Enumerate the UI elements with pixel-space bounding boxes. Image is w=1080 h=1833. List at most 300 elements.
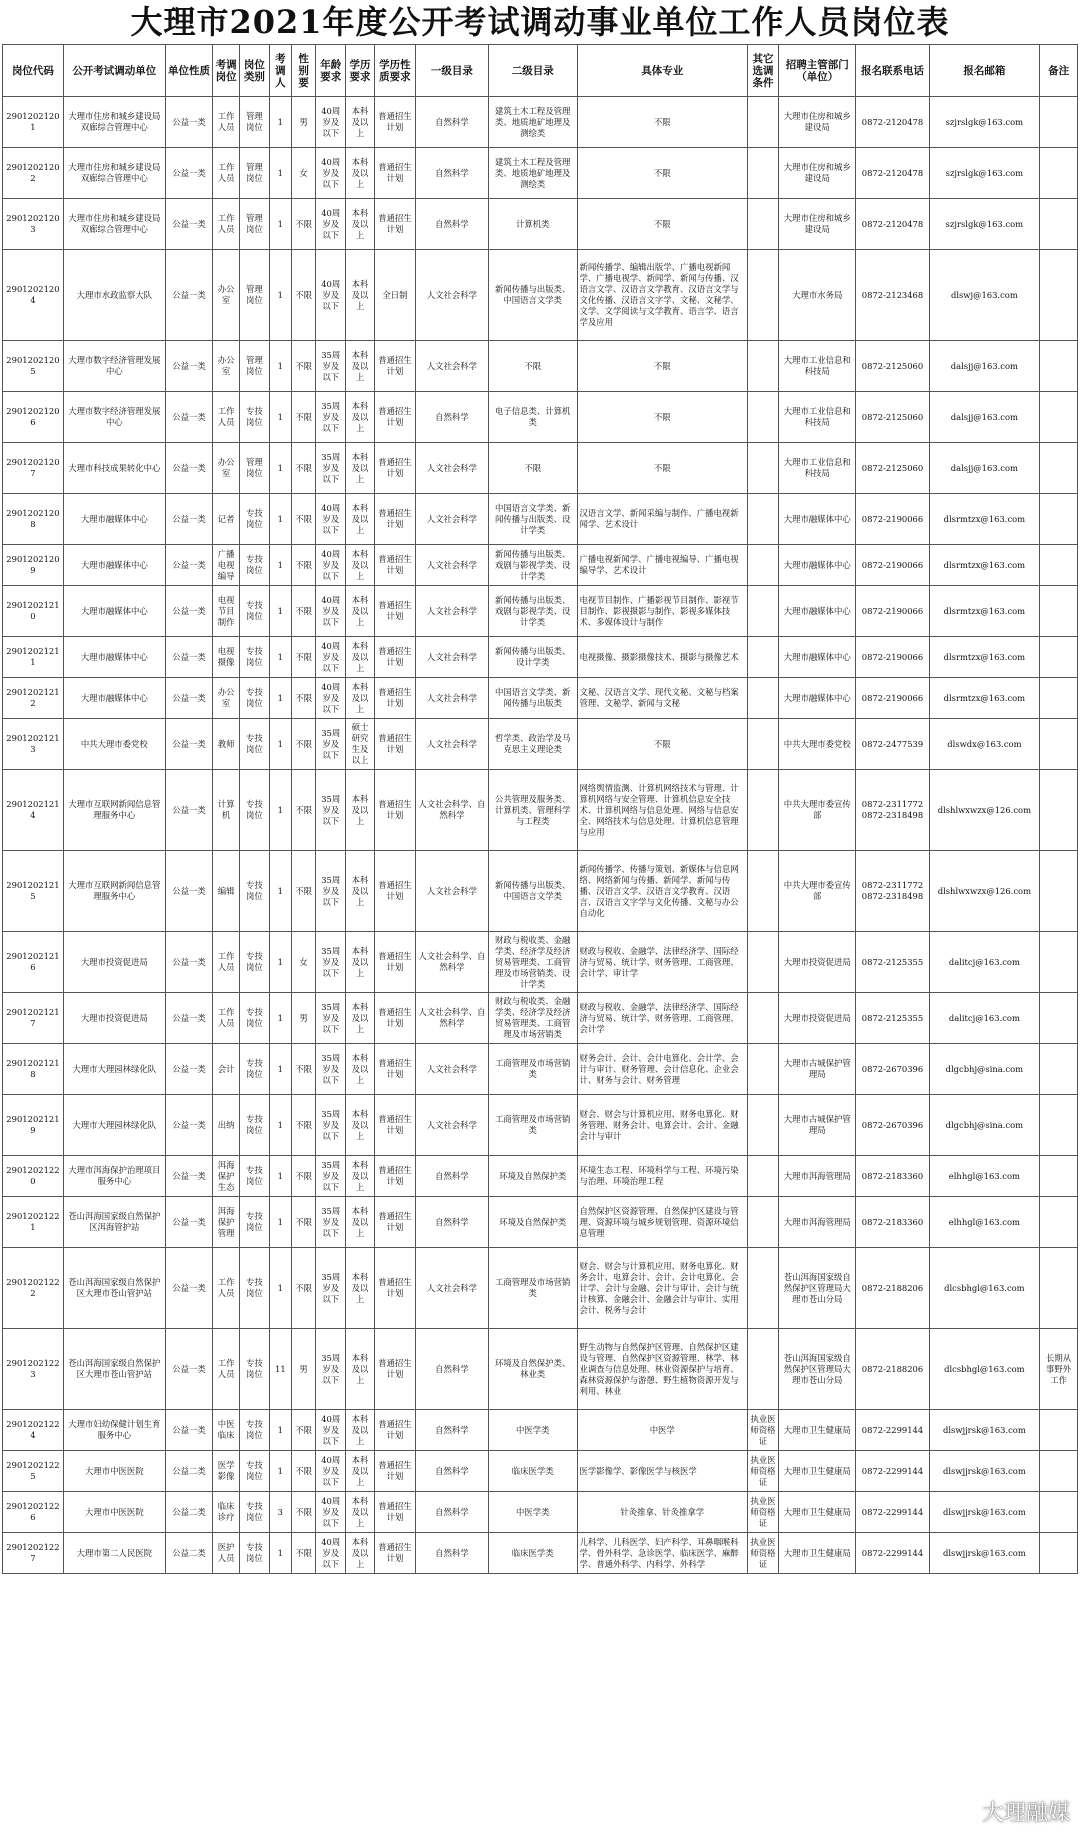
table-cell: dlshlwxwzx@126.com xyxy=(929,770,1040,851)
table-cell: 编辑 xyxy=(213,851,240,932)
table-cell: 专技岗位 xyxy=(239,637,269,678)
table-cell xyxy=(1040,1044,1078,1095)
table-cell: 不限 xyxy=(577,443,747,494)
column-header: 岗位代码 xyxy=(3,45,64,97)
table-cell: 全日制 xyxy=(374,250,415,341)
table-cell: dlcsbhgl@163.com xyxy=(929,1329,1040,1410)
table-cell: 中国语言文学类、新闻传播与出版类 xyxy=(488,678,577,719)
table-cell: 普通招生计划 xyxy=(374,494,415,545)
table-cell: 大理市古城保护管理局 xyxy=(778,1095,855,1156)
table-cell: 普通招生计划 xyxy=(374,770,415,851)
table-cell: dlshlwxwzx@126.com xyxy=(929,851,1040,932)
table-cell: 不限 xyxy=(291,851,315,932)
table-cell: 1 xyxy=(269,1044,291,1095)
table-row xyxy=(3,97,1078,148)
table-row xyxy=(3,678,1078,719)
table-cell: 大理市第二人民医院 xyxy=(63,1533,165,1574)
table-cell: dlsrmtzx@163.com xyxy=(929,545,1040,586)
table-cell xyxy=(1040,851,1078,932)
table-cell xyxy=(1040,719,1078,770)
table-cell: 不限 xyxy=(291,637,315,678)
table-cell: 大理市洱海管理局 xyxy=(778,1197,855,1248)
table-cell: 中国语言文学类、新闻传播与出版类、设计学类 xyxy=(488,494,577,545)
table-cell xyxy=(1040,637,1078,678)
table-cell xyxy=(1040,1451,1078,1492)
table-cell: 记者 xyxy=(213,494,240,545)
table-cell: 1 xyxy=(269,97,291,148)
table-cell: 本科及以上 xyxy=(346,1329,375,1410)
table-cell: 29012021218 xyxy=(3,1044,64,1095)
table-cell: 29012021201 xyxy=(3,97,64,148)
table-cell: 新闻传播与出版类、中国语言文学类 xyxy=(488,851,577,932)
table-cell: 大理市科技成果转化中心 xyxy=(63,443,165,494)
table-cell: 40周岁及以下 xyxy=(316,586,346,637)
table-cell: 0872-2188206 xyxy=(856,1248,929,1329)
table-cell: 大理市融媒体中心 xyxy=(63,678,165,719)
table-cell: 女 xyxy=(291,148,315,199)
table-cell: 35周岁及以下 xyxy=(316,443,346,494)
table-cell: 本科及以上 xyxy=(346,148,375,199)
table-cell: 新闻传播与出版类、戏剧与影视学类、设计学类 xyxy=(488,586,577,637)
table-cell xyxy=(748,199,779,250)
table-row xyxy=(3,1329,1078,1410)
table-cell: 0872-2190066 xyxy=(856,637,929,678)
table-cell: 35周岁及以下 xyxy=(316,932,346,993)
table-cell: 财务会计、会计、会计电算化、会计学、会计与审计、财务管理、会计信息化、企业会计、财务与会计、财务管理 xyxy=(577,1044,747,1095)
table-cell: 1 xyxy=(269,1533,291,1574)
column-header: 单位性质 xyxy=(165,45,213,97)
table-cell: 本科及以上 xyxy=(346,97,375,148)
table-cell: 0872-2190066 xyxy=(856,494,929,545)
table-cell: 不限 xyxy=(291,545,315,586)
table-cell: 中医学 xyxy=(577,1410,747,1451)
table-cell: 自然科学 xyxy=(415,1492,488,1533)
table-cell: 不限 xyxy=(291,586,315,637)
table-cell: 普通招生计划 xyxy=(374,993,415,1044)
table-cell xyxy=(748,586,779,637)
table-cell: 本科及以上 xyxy=(346,341,375,392)
table-cell: dalsjj@163.com xyxy=(929,443,1040,494)
table-cell: 35周岁及以下 xyxy=(316,1197,346,1248)
table-cell: 新闻传播与出版类、设计学类 xyxy=(488,637,577,678)
table-cell: 1 xyxy=(269,392,291,443)
table-cell: 0872-2125355 xyxy=(856,993,929,1044)
table-cell: 教师 xyxy=(213,719,240,770)
table-cell: 普通招生计划 xyxy=(374,199,415,250)
table-cell: 29012021210 xyxy=(3,586,64,637)
table-cell: 电视摄像、摄影摄像技术、摄影与摄像艺术 xyxy=(577,637,747,678)
table-cell: 40周岁及以下 xyxy=(316,545,346,586)
table-cell: dlswjjrsk@163.com xyxy=(929,1492,1040,1533)
table-cell xyxy=(1040,1197,1078,1248)
table-cell: 40周岁及以下 xyxy=(316,678,346,719)
table-cell: 自然科学 xyxy=(415,148,488,199)
table-cell: 0872-2188206 xyxy=(856,1329,929,1410)
table-row xyxy=(3,586,1078,637)
table-cell: 公益一类 xyxy=(165,1156,213,1197)
table-cell: 普通招生计划 xyxy=(374,719,415,770)
table-cell: 29012021226 xyxy=(3,1492,64,1533)
table-cell xyxy=(748,341,779,392)
table-cell: 人文社会科学 xyxy=(415,678,488,719)
table-cell: szjrslgk@163.com xyxy=(929,199,1040,250)
table-cell: 本科及以上 xyxy=(346,993,375,1044)
table-row xyxy=(3,1492,1078,1533)
table-cell: 0872-2190066 xyxy=(856,678,929,719)
table-cell: 苍山洱海国家级自然保护区管理局大理市苍山分局 xyxy=(778,1248,855,1329)
table-cell xyxy=(748,1044,779,1095)
table-cell: 苍山洱海国家级自然保护区大理市苍山管护站 xyxy=(63,1248,165,1329)
table-cell: 会计 xyxy=(213,1044,240,1095)
table-cell: 环境生态工程、环境科学与工程、环境污染与治理、环境治理工程 xyxy=(577,1156,747,1197)
column-header: 具体专业 xyxy=(577,45,747,97)
table-cell: 40周岁及以下 xyxy=(316,148,346,199)
table-cell: 本科及以上 xyxy=(346,1410,375,1451)
table-cell: 计算机 xyxy=(213,770,240,851)
table-cell: 医护人员 xyxy=(213,1533,240,1574)
table-cell: 29012021220 xyxy=(3,1156,64,1197)
table-cell: 哲学类、政治学及马克思主义理论类 xyxy=(488,719,577,770)
table-cell: 1 xyxy=(269,1095,291,1156)
table-cell: 专技岗位 xyxy=(239,1492,269,1533)
table-row xyxy=(3,250,1078,341)
table-cell: 公益一类 xyxy=(165,932,213,993)
table-cell: 普通招生计划 xyxy=(374,545,415,586)
table-cell: 29012021204 xyxy=(3,250,64,341)
table-cell: 大理市卫生健康局 xyxy=(778,1492,855,1533)
table-cell: 本科及以上 xyxy=(346,637,375,678)
table-cell: szjrslgk@163.com xyxy=(929,97,1040,148)
table-cell: 普通招生计划 xyxy=(374,1156,415,1197)
table-cell xyxy=(1040,1533,1078,1574)
table-cell: 0872-2183360 xyxy=(856,1197,929,1248)
table-cell xyxy=(748,1156,779,1197)
table-cell: dlsrmtzx@163.com xyxy=(929,678,1040,719)
table-cell: 29012021227 xyxy=(3,1533,64,1574)
table-cell: 0872-2670396 xyxy=(856,1095,929,1156)
table-cell: 0872-2190066 xyxy=(856,545,929,586)
table-cell: 大理市投资促进局 xyxy=(63,932,165,993)
table-cell: 人文社会科学 xyxy=(415,341,488,392)
table-cell: 0872-2299144 xyxy=(856,1410,929,1451)
table-cell: 工作人员 xyxy=(213,148,240,199)
table-cell: 新闻传播学、编辑出版学、广播电视新闻学、广播电视学、新闻学、新闻与传播、汉语言文学、汉语言文学教育、汉语言文学与文化传播、汉语言文字学、文秘、文秘学、文学、文学阅读与文学教育、语言学、语言学及应用 xyxy=(577,250,747,341)
table-cell: 公益一类 xyxy=(165,494,213,545)
table-cell: 29012021213 xyxy=(3,719,64,770)
table-cell xyxy=(748,678,779,719)
table-cell: 大理市数字经济管理发展中心 xyxy=(63,341,165,392)
table-cell: 公益一类 xyxy=(165,719,213,770)
column-header: 招聘主管部门（单位） xyxy=(778,45,855,97)
table-cell: 公益一类 xyxy=(165,1197,213,1248)
table-cell: 0872-2125060 xyxy=(856,443,929,494)
table-cell: 29012021203 xyxy=(3,199,64,250)
table-cell: 洱海保护生态 xyxy=(213,1156,240,1197)
table-row xyxy=(3,1410,1078,1451)
position-table xyxy=(2,44,1078,1574)
table-cell: 40周岁及以下 xyxy=(316,199,346,250)
table-cell: 不限 xyxy=(291,341,315,392)
table-cell: 大理市互联网新闻信息管理服务中心 xyxy=(63,770,165,851)
table-cell: 工作人员 xyxy=(213,932,240,993)
table-cell: 40周岁及以下 xyxy=(316,1533,346,1574)
table-cell: 大理市工业信息和科技局 xyxy=(778,341,855,392)
table-cell: 电视节目制作 xyxy=(213,586,240,637)
table-cell: 管理岗位 xyxy=(239,148,269,199)
table-cell: 工作人员 xyxy=(213,1248,240,1329)
table-cell xyxy=(748,719,779,770)
table-cell: 管理岗位 xyxy=(239,341,269,392)
table-cell: 野生动物与自然保护区管理、自然保护区建设与管理、自然保护区资源管理、林学、林业调查与信息处理、林业资源保护与培育、森林资源保护与游憩、野生植物资源开发与利用、林业 xyxy=(577,1329,747,1410)
column-header: 岗位类别 xyxy=(239,45,269,97)
table-cell: 29012021209 xyxy=(3,545,64,586)
table-cell: 1 xyxy=(269,586,291,637)
table-cell: 大理市大理园林绿化队 xyxy=(63,1095,165,1156)
table-cell: 不限 xyxy=(291,199,315,250)
table-cell: 自然科学 xyxy=(415,1410,488,1451)
table-cell: 公益一类 xyxy=(165,993,213,1044)
table-cell: 人文社会科学 xyxy=(415,1044,488,1095)
table-cell xyxy=(748,392,779,443)
table-cell: 0872-2125060 xyxy=(856,341,929,392)
table-cell: 本科及以上 xyxy=(346,1451,375,1492)
table-row xyxy=(3,494,1078,545)
table-cell: 不限 xyxy=(577,148,747,199)
table-cell: 自然科学 xyxy=(415,199,488,250)
table-cell: 办公室 xyxy=(213,250,240,341)
table-cell: 汉语言文学、新闻采编与制作、广播电视新闻学、艺术设计 xyxy=(577,494,747,545)
table-cell: 35周岁及以下 xyxy=(316,770,346,851)
table-cell: 本科及以上 xyxy=(346,851,375,932)
column-header: 考调人 xyxy=(269,45,291,97)
table-cell: 人文社会科学 xyxy=(415,851,488,932)
table-cell: 本科及以上 xyxy=(346,1197,375,1248)
table-cell: 针灸推拿、针灸推拿学 xyxy=(577,1492,747,1533)
table-cell: 29012021216 xyxy=(3,932,64,993)
table-cell: 建筑土木工程及管理类、地质地矿地理及测绘类 xyxy=(488,97,577,148)
table-cell: 1 xyxy=(269,250,291,341)
table-cell: 1 xyxy=(269,932,291,993)
table-cell: 0872-2311772 0872-2318498 xyxy=(856,770,929,851)
table-cell: 医学影像学、影像医学与核医学 xyxy=(577,1451,747,1492)
table-cell: 29012021215 xyxy=(3,851,64,932)
table-cell: 1 xyxy=(269,199,291,250)
table-cell: 29012021217 xyxy=(3,993,64,1044)
table-cell: 不限 xyxy=(291,1248,315,1329)
table-cell: 广播电视编导 xyxy=(213,545,240,586)
table-cell: 大理市住房和城乡建设局 xyxy=(778,148,855,199)
table-cell: 大理市古城保护管理局 xyxy=(778,1044,855,1095)
table-cell: 专技岗位 xyxy=(239,1410,269,1451)
table-cell: 中共大理市委宣传部 xyxy=(778,770,855,851)
table-cell: 大理市中医医院 xyxy=(63,1492,165,1533)
table-cell: 大理市融媒体中心 xyxy=(778,637,855,678)
table-cell: 1 xyxy=(269,678,291,719)
table-cell: 29012021225 xyxy=(3,1451,64,1492)
table-cell xyxy=(748,1197,779,1248)
table-cell: 工作人员 xyxy=(213,392,240,443)
table-cell: dlgcbhj@sina.com xyxy=(929,1044,1040,1095)
table-cell: 专技岗位 xyxy=(239,1329,269,1410)
table-cell: 人文社会科学、自然科学 xyxy=(415,770,488,851)
table-cell: 公益一类 xyxy=(165,1410,213,1451)
column-header: 报名联系电话 xyxy=(856,45,929,97)
table-cell: 自然科学 xyxy=(415,1451,488,1492)
table-cell: 人文社会科学 xyxy=(415,443,488,494)
table-cell: 管理岗位 xyxy=(239,97,269,148)
column-header: 一级目录 xyxy=(415,45,488,97)
table-cell: 自然科学 xyxy=(415,97,488,148)
table-cell xyxy=(1040,993,1078,1044)
table-cell: 财会、财会与计算机应用、财务电算化、财务管理、财务会计、电算会计、会计、金融会计与审计 xyxy=(577,1095,747,1156)
table-cell: 普通招生计划 xyxy=(374,1410,415,1451)
table-cell xyxy=(1040,545,1078,586)
table-header-row xyxy=(3,45,1078,97)
table-cell xyxy=(1040,678,1078,719)
table-cell: 本科及以上 xyxy=(346,545,375,586)
table-cell: 管理岗位 xyxy=(239,250,269,341)
table-cell xyxy=(748,637,779,678)
table-cell: 广播电视新闻学、广播电视编导、广播电视编导学、艺术设计 xyxy=(577,545,747,586)
table-cell: dalsjj@163.com xyxy=(929,392,1040,443)
table-cell: 自然科学 xyxy=(415,1533,488,1574)
table-cell: 大理市卫生健康局 xyxy=(778,1451,855,1492)
table-cell: 公益一类 xyxy=(165,1044,213,1095)
table-cell: 大理市住房和城乡建设局双廊综合管理中心 xyxy=(63,199,165,250)
table-cell: 公益一类 xyxy=(165,148,213,199)
table-cell: 财政与税收、金融学、法律经济学、国际经济与贸易、统计学、财务管理、工商管理、会计学 xyxy=(577,993,747,1044)
table-cell: 大理市住房和城乡建设局 xyxy=(778,199,855,250)
table-cell: 管理岗位 xyxy=(239,443,269,494)
table-cell: 临床诊疗 xyxy=(213,1492,240,1533)
table-row xyxy=(3,341,1078,392)
table-cell: 建筑土木工程及管理类、地质地矿地理及测绘类 xyxy=(488,148,577,199)
table-cell: 普通招生计划 xyxy=(374,97,415,148)
table-cell: 1 xyxy=(269,494,291,545)
table-cell: 大理市住房和城乡建设局双廊综合管理中心 xyxy=(63,148,165,199)
table-cell: 不限 xyxy=(577,392,747,443)
column-header: 其它选调条件 xyxy=(748,45,779,97)
table-cell: 本科及以上 xyxy=(346,1533,375,1574)
table-cell: 29012021206 xyxy=(3,392,64,443)
table-cell: 不限 xyxy=(291,392,315,443)
column-header: 考调岗位 xyxy=(213,45,240,97)
table-cell: dlswjjrsk@163.com xyxy=(929,1410,1040,1451)
table-cell: 专技岗位 xyxy=(239,770,269,851)
table-cell xyxy=(1040,494,1078,545)
table-cell: 专技岗位 xyxy=(239,545,269,586)
table-cell: 普通招生计划 xyxy=(374,637,415,678)
table-cell: 0872-2190066 xyxy=(856,586,929,637)
table-cell: 人文社会科学 xyxy=(415,250,488,341)
table-cell: 普通招生计划 xyxy=(374,1095,415,1156)
table-cell: 普通招生计划 xyxy=(374,851,415,932)
table-cell: 1 xyxy=(269,1248,291,1329)
table-cell: dalitcj@163.com xyxy=(929,932,1040,993)
table-cell: 40周岁及以下 xyxy=(316,637,346,678)
table-cell: dlsrmtzx@163.com xyxy=(929,586,1040,637)
table-cell: 专技岗位 xyxy=(239,1248,269,1329)
table-row xyxy=(3,719,1078,770)
table-cell: 大理市融媒体中心 xyxy=(778,545,855,586)
table-cell: 本科及以上 xyxy=(346,770,375,851)
table-cell: 办公室 xyxy=(213,341,240,392)
table-cell: 35周岁及以下 xyxy=(316,1248,346,1329)
table-cell: 工商管理及市场营销类 xyxy=(488,1044,577,1095)
table-cell: 大理市住房和城乡建设局双廊综合管理中心 xyxy=(63,97,165,148)
table-cell: 3 xyxy=(269,1492,291,1533)
table-cell: 本科及以上 xyxy=(346,1044,375,1095)
table-cell: 普通招生计划 xyxy=(374,1329,415,1410)
table-cell: 普通招生计划 xyxy=(374,932,415,993)
table-cell: 执业医师资格证 xyxy=(748,1533,779,1574)
watermark-text: 大理融媒 xyxy=(981,1801,1070,1826)
table-cell: 0872-2311772 0872-2318498 xyxy=(856,851,929,932)
table-cell: 工作人员 xyxy=(213,1329,240,1410)
table-cell: 40周岁及以下 xyxy=(316,1451,346,1492)
table-cell: 执业医师资格证 xyxy=(748,1451,779,1492)
table-cell: 办公室 xyxy=(213,443,240,494)
table-cell: 29012021208 xyxy=(3,494,64,545)
table-cell: 人文社会科学 xyxy=(415,1248,488,1329)
document-title: 大理市2021年度公开考试调动事业单位工作人员岗位表 xyxy=(130,3,950,41)
table-cell: 29012021202 xyxy=(3,148,64,199)
table-row xyxy=(3,993,1078,1044)
table-cell: 普通招生计划 xyxy=(374,586,415,637)
table-cell: 男 xyxy=(291,993,315,1044)
table-cell: 0872-2125355 xyxy=(856,932,929,993)
table-cell: 40周岁及以下 xyxy=(316,1492,346,1533)
table-cell: 专技岗位 xyxy=(239,678,269,719)
table-cell: 网络舆情监测、计算机网络技术与管理、计算机网络与安全管理、计算机信息安全技术、计算机网络与信息处理、网络与信息安全、网络技术与信息处理、计算机信息管理与应用 xyxy=(577,770,747,851)
table-cell: 普通招生计划 xyxy=(374,678,415,719)
table-row xyxy=(3,443,1078,494)
table-cell: 大理市投资促进局 xyxy=(63,993,165,1044)
table-cell: 专技岗位 xyxy=(239,1044,269,1095)
table-cell: 40周岁及以下 xyxy=(316,494,346,545)
table-cell: 洱海保护管理 xyxy=(213,1197,240,1248)
table-cell: 不限 xyxy=(577,719,747,770)
table-cell: 普通招生计划 xyxy=(374,443,415,494)
table-cell: 1 xyxy=(269,1451,291,1492)
table-cell: 公益一类 xyxy=(165,770,213,851)
table-cell: 1 xyxy=(269,993,291,1044)
table-cell: 1 xyxy=(269,1156,291,1197)
table-cell: 35周岁及以下 xyxy=(316,851,346,932)
table-cell: 财会、财会与计算机应用、财务电算化、财务会计、电算会计、会计、会计电算化、会计学、会计与金融、会计与审计、会计与统计核算、金融会计、金融会计与审计、实用会计、税务与会计 xyxy=(577,1248,747,1329)
table-cell: 临床医学类 xyxy=(488,1533,577,1574)
table-body xyxy=(3,97,1078,1574)
table-cell: 大理市大理园林绿化队 xyxy=(63,1044,165,1095)
table-row xyxy=(3,851,1078,932)
table-cell: 不限 xyxy=(291,1410,315,1451)
table-cell: 环境及自然保护类 xyxy=(488,1156,577,1197)
table-cell: 29012021214 xyxy=(3,770,64,851)
table-cell: 1 xyxy=(269,719,291,770)
table-cell: 不限 xyxy=(291,250,315,341)
table-cell: 公益一类 xyxy=(165,199,213,250)
table-cell: 人文社会科学 xyxy=(415,586,488,637)
table-cell: 大理市水务局 xyxy=(778,250,855,341)
table-cell: 29012021224 xyxy=(3,1410,64,1451)
table-cell: dlswj@163.com xyxy=(929,250,1040,341)
table-cell: 40周岁及以下 xyxy=(316,250,346,341)
table-cell: 40周岁及以下 xyxy=(316,1410,346,1451)
table-cell: dlgcbhj@sina.com xyxy=(929,1095,1040,1156)
column-header: 公开考试调动单位 xyxy=(63,45,165,97)
table-cell: 专技岗位 xyxy=(239,1095,269,1156)
table-cell xyxy=(1040,770,1078,851)
